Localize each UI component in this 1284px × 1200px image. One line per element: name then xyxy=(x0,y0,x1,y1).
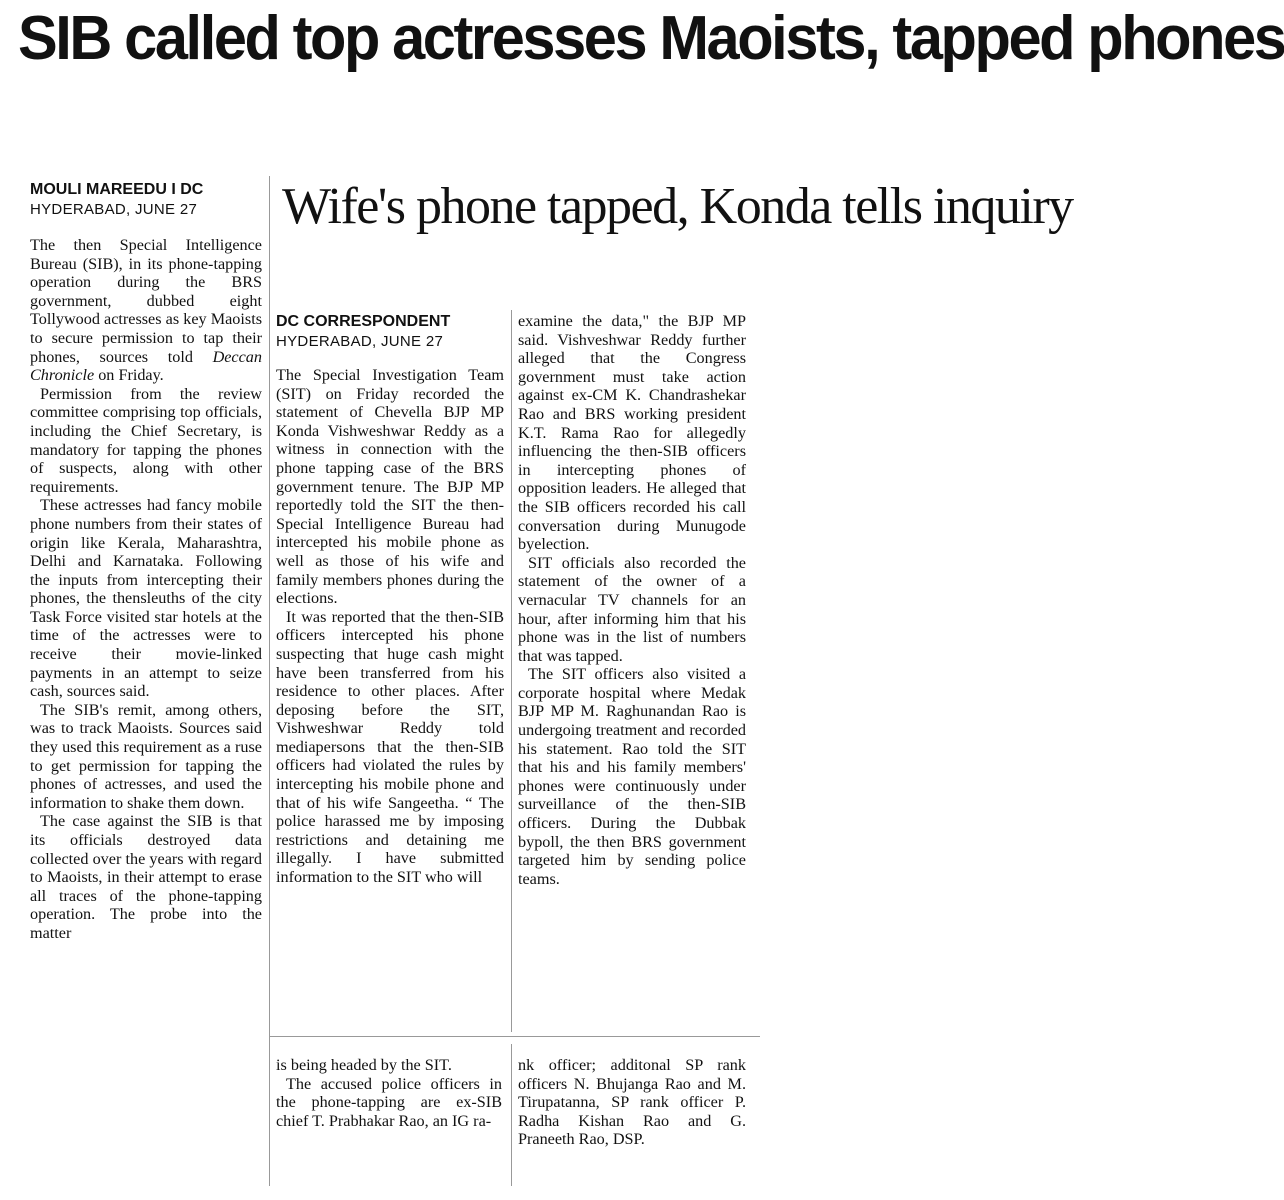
main-story-paragraph: The case against the SIB is that its officials destroyed data collected over the years with regard to Maoists, in their attempt to erase all traces of the phone-tapping operation. The probe into the matter xyxy=(30,812,262,942)
column-divider xyxy=(511,1044,512,1186)
main-byline xyxy=(30,180,260,219)
side-story-paragraph: The Special Investigation Team (SIT) on Friday recorded the statement of Chevella BJP MP Konda Vishweshwar Reddy as a witness in connection with the phone tapping case of the BRS government tenure. The BJP MP reportedly told the SIT the then-Special Intelligence Bureau had intercepted his mobile phone as well as those of his wife and family members phones during the elections. xyxy=(276,366,504,608)
main-story-paragraph: is being headed by the SIT. xyxy=(276,1056,452,1074)
column-divider xyxy=(511,310,512,1032)
side-story-column-left xyxy=(276,366,504,1030)
side-story-column-right xyxy=(518,312,746,1030)
side-byline-dateline: HYDERABAD, JUNE 27 xyxy=(276,333,444,350)
main-story-continuation-right xyxy=(518,1056,746,1186)
main-story-paragraph: nk officer; additonal SP rank officers N. Bhujanga Rao and M. Tirupatanna, SP rank officer P. Radha Kishan Rao and G. Praneeth Rao, DSP. xyxy=(518,1056,746,1149)
side-story-paragraph: SIT officials also recorded the statement of the owner of a vernacular TV channels for an hour, after informing him that his phone was in the list of numbers that was tapped. xyxy=(518,553,746,665)
main-story-paragraph: The accused police officers in the phone-tapping are ex-SIB chief T. Prabhakar Rao, an IG ra- xyxy=(276,1074,502,1130)
main-byline-author: MOULI MAREEDU I DC xyxy=(30,181,204,198)
side-story-headline: Wife's phone tapped, Konda tells inquiry xyxy=(282,178,1073,235)
column-divider xyxy=(269,176,270,1186)
main-byline-dateline: HYDERABAD, JUNE 27 xyxy=(30,201,198,218)
publication-name: Deccan Chronicle xyxy=(30,347,262,385)
side-story-paragraph: The SIT officers also visited a corporate hospital where Medak BJP MP M. Raghunandan Rao is undergoing treatment and recorded his statement. Rao told the SIT that his and his family members' phones were continuously under surveillance of the then-SIB officers. During the Dubbak bypoll, the then BRS government targeted him by sending police teams. xyxy=(518,665,746,888)
section-divider xyxy=(270,1036,760,1037)
main-story-paragraph: The then Special Intelligence Bureau (SIB), in its phone-tapping operation during the BRS government, dubbed eight Tollywood actresses as key Maoists to secure permission to tap their phones, sources told Deccan Chronicle on Friday. xyxy=(30,236,262,385)
side-story-paragraph: It was reported that the then-SIB officers intercepted his phone suspecting that huge cash might have been transferred from his residence to other places. After deposing before the SIT, Vishweshwar Reddy told mediapersons that the then-SIB officers had violated the rules by intercepting his mobile phone and that of his wife Sangeetha. “ The police harassed me by imposing restrictions and detaining me illegally. I have submitted information to the SIT who will xyxy=(276,607,504,887)
main-story-continuation-left xyxy=(276,1056,502,1186)
main-story-paragraph: These actresses had fancy mobile phone numbers from their states of origin like Kerala, Maharashtra, Delhi and Karnataka. Following the inputs from intercepting their phones, the thensleuths of the city Task Force visited star hotels at the time of the actresses were to receive their movie-linked payments in an attempt to seize cash, sources said. xyxy=(30,496,262,701)
main-story-paragraph: The SIB's remit, among others, was to track Maoists. Sources said they used this requirement as a ruse to get permission for tapping the phones of actresses, and used the information to shake them down. xyxy=(30,700,262,812)
side-story-paragraph: examine the data," the BJP MP said. Vishveshwar Reddy further alleged that the Congress government must take action against ex-CM K. Chandrashekar Rao and BRS working president K.T. Rama Rao for allegedly influencing the then-SIB officers in intercepting phones of opposition leaders. He alleged that the SIB officers recorded his call conversation during Munugode byelection. xyxy=(518,312,746,554)
main-story-column xyxy=(30,236,262,1186)
main-story-paragraph: Permission from the review committee comprising top officials, including the Chief Secretary, is mandatory for tapping the phones of suspects, along with other requirements. xyxy=(30,384,262,496)
side-story-byline xyxy=(276,312,506,351)
side-byline-author: DC CORRESPONDENT xyxy=(276,313,451,330)
main-headline: SIB called top actresses Maoists, tapped phones xyxy=(18,4,1284,73)
